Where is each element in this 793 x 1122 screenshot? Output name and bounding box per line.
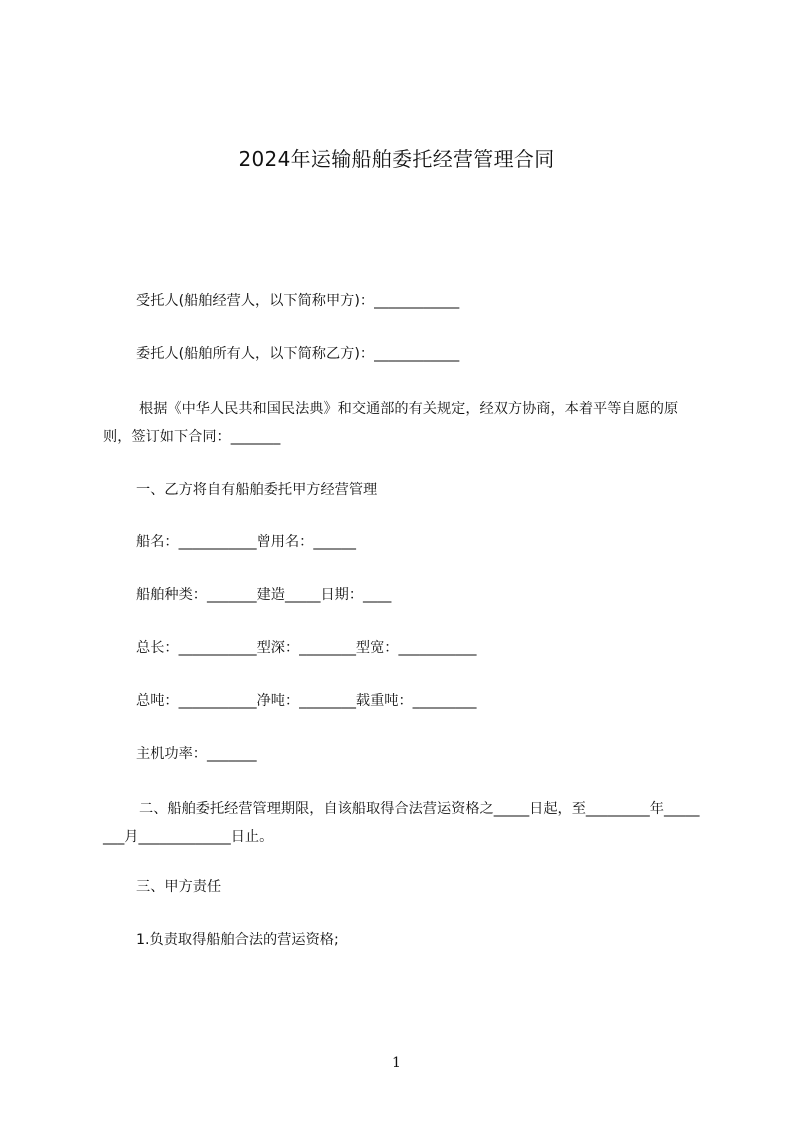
section1-heading: 一、乙方将自有船舶委托甲方经营管理 (136, 482, 378, 498)
tonnage-line: 总吨：___________净吨：________载重吨：_________ (136, 693, 477, 709)
trustor-line: 委托人(船舶所有人，以下简称乙方)：____________ (136, 346, 460, 362)
section3-heading: 三、甲方责任 (136, 879, 222, 895)
preamble-paragraph: 根据《中华人民共和国民法典》和交通部的有关规定，经双方协商，本着平等自愿的原则，签订如下合同：_______ (103, 401, 679, 445)
item1-line: 1.负责取得船舶合法的营运资格; (136, 932, 339, 948)
dimensions-line: 总长：___________型深：________型宽：___________ (136, 640, 477, 656)
ship-type-line: 船舶种类：_______建造_____日期：____ (136, 587, 392, 603)
document-title: 2024年运输船舶委托经营管理合同 (238, 147, 555, 171)
engine-power-line: 主机功率：_______ (136, 746, 257, 762)
trustee-line: 受托人(船舶经营人，以下简称甲方)：____________ (136, 293, 460, 309)
ship-name-line: 船名：___________曾用名：______ (136, 534, 356, 550)
page-number: 1 (392, 1055, 401, 1071)
section2-paragraph: 二、船舶委托经营管理期限，自该船取得合法营运资格之_____日起，至_________年________月_____________日止。 (103, 801, 700, 845)
